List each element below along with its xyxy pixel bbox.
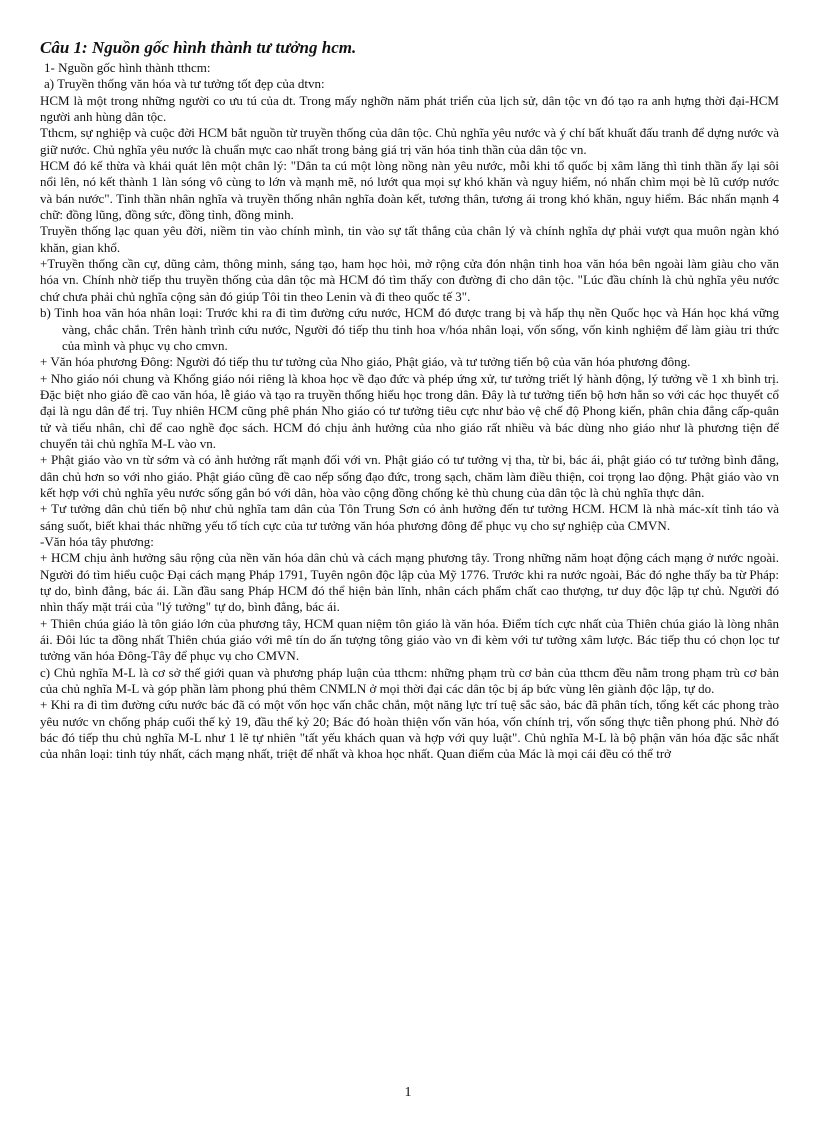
paragraph: HCM đó kế thừa và khái quát lên một chân lý: "Dân ta cú một lòng nồng nàn yêu nước, mỗi khi tổ quốc bị xâm lăng thì tinh thần ấy lại sôi nổi lên, nó kết thành 1 làn sóng vô cùng to lớn và mạnh mẽ, nó lướt qua mọi sự khó khăn và nguy hiểm, nó nhấn chìm mọi bè lũ cướp nước và bán nước". Tinh thần nhân nghĩa và truyền thống nhân nghĩa đoàn kết, tương thân, tương ái trong khó khăn, nguy hiểm. Bác nhấn mạnh 4 chữ: đồng lũng, đồng sức, đồng tỉnh, đồng minh.	[40, 158, 779, 223]
subsection-c: c) Chủ nghĩa M-L là cơ sở thế giới quan và phương pháp luận của tthcm: những phạm trù cơ bản của tthcm đều nằm trong phạm trù cơ bản của chủ nghĩa M-L và góp phần làm phong phú thêm CNMLN ở mọi thời đại các dân tộc bị áp bức vùng lên giành độc lập, tự do.	[40, 664, 779, 697]
paragraph: +Truyền thống cần cự, dũng cảm, thông minh, sáng tạo, ham học hỏi, mở rộng cửa đón nhận tinh hoa văn hóa bên ngoài làm giàu cho văn hóa vn. Chính nhờ tiếp thu truyền thống của dân tộc mà HCM đó tìm thấy con đường đi cho dân tộc. "Lúc đầu chính là chủ nghĩa yêu nước chứ chưa phải chủ nghĩa cộng sản đó giúp Tôi tin theo Lenin và đi theo quốc tế 3".	[40, 256, 779, 304]
paragraph: + Nho giáo nói chung và Khổng giáo nói riêng là khoa học về đạo đức và phép ứng xử, tư tưởng triết lý hành động, lý tưởng về 1 xh bình trị. Đặc biệt nho giáo đề cao văn hóa, lễ giáo và tạo ra truyền thống hiếu học trong dân. Đây là tư tưởng tiến bộ hơn hẳn so với các học thuyết cổ đại là ngu dân để trị. Tuy nhiên HCM cũng phê phán Nho giáo có tư tưởng tiêu cực như bảo vệ chế độ Phong kiến, phân chia đẳng cấp-quân tử và tiểu nhân, chỉ để cao nghề đọc sách. HCM đó chịu ảnh hưởng của nho giáo rất nhiều và bác dùng nho giáo như là phương tiện để chuyển tải chủ nghĩa M-L vào vn.	[40, 370, 779, 451]
paragraph: Truyền thống lạc quan yêu đời, niềm tin vào chính mình, tin vào sự tất thắng của chân lý và chính nghĩa dự phải vượt qua muôn ngàn khó khăn, gian khổ.	[40, 223, 779, 255]
page-number: 1	[404, 1085, 412, 1100]
subsection-b: b) Tinh hoa văn hóa nhân loại: Trước khi ra đi tìm đường cứu nước, HCM đó được trang bị và hấp thụ nền Quốc học và Hán học khá vững vàng, chắc chắn. Trên hành trình cứu nước, Người đó tiếp thu tinh hoa v/hóa nhân loại, vốn sống, vốn kinh nghiệm để làm giàu tri thức của mình và phục vụ cho cmvn.	[40, 305, 779, 353]
paragraph: + Thiên chúa giáo là tôn giáo lớn của phương tây, HCM quan niệm tôn giáo là văn hóa. Điểm tích cực nhất của Thiên chúa giáo là lòng nhân ái. Đôi lúc ta đồng nhất Thiên chúa giáo với mê tín do ấn tượng tông giáo vào vn đi kèm với tư tưởng xâm lược. Bác tiếp thu có chọn lọc tư tưởng văn hóa Đông-Tây để phục vụ cho CMVN.	[40, 615, 779, 664]
page-title: Câu 1: Nguồn gốc hình thành tư tưởng hcm.	[40, 38, 357, 57]
document-page	[40, 38, 779, 763]
paragraph: + Phật giáo vào vn từ sớm và có ảnh hưởng rất mạnh đối với vn. Phật giáo có tư tưởng vị tha, từ bi, bác ái, phật giáo có tư tưởng bình đẳng, dân chủ hơn so với nho giáo. Phật giáo cũng đề cao nếp sống đạo đức, trong sạch, chăm làm điều thiện, coi trọng lao động. Phật giáo vào vn kết hợp với chủ nghĩa yêu nước sống gắn bó với dân, hòa vào cộng đồng chống kẻ thù chung của dân tộc là chủ nghĩa thực dân.	[40, 452, 779, 500]
paragraph: Tthcm, sự nghiệp và cuộc đời HCM bắt nguồn từ truyền thống của dân tộc. Chủ nghĩa yêu nước và ý chí bất khuất đấu tranh để dựng nước và giữ nước. Chủ nghĩa yêu nước là chuẩn mực cao nhất trong bảng giá trị văn hóa tinh thần của dân tộc vn.	[40, 125, 779, 157]
paragraph: + Khi ra đi tìm đường cứu nước bác đã có một vốn học vấn chắc chắn, một năng lực trí tuệ sắc sảo, bác đã phân tích, tổng kết các phong trào yêu nước vn chống pháp cuối thế kỷ 19, đầu thế kỷ 20; Bác đó hoàn thiện vốn văn hóa, vốn chính trị, vốn sống thực tiễn phong phú. Nhờ đó bác đó tiếp thu chủ nghĩa M-L như 1 lẽ tự nhiên "tất yếu khách quan và hợp với quy luật". Chủ nghĩa M-L là bộ phận văn hóa đặc sắc nhất của nhân loại: tinh túy nhất, cách mạng nhất, triệt để nhất và khoa học nhất. Quan điểm của Mác là mọi cái đều có thể trở	[40, 697, 779, 762]
subheading-western-culture: -Văn hóa tây phương:	[40, 533, 154, 549]
section-heading-1: 1- Nguồn gốc hình thành tthcm:	[44, 60, 211, 75]
paragraph: HCM là một trong những người co ưu tú của dt. Trong mấy nghỡn năm phát triển của lịch sử, dân tộc vn đó tạo ra anh hựng thời đại-HCM người anh hùng dân tộc.	[40, 92, 779, 125]
subsection-heading-a: a) Truyền thống văn hóa và tư tưởng tốt đẹp của dtvn:	[44, 76, 325, 92]
paragraph: + Văn hóa phương Đông: Người đó tiếp thu tư tưởng của Nho giáo, Phật giáo, và tư tưởng tiến bộ của văn hóa phương đông.	[40, 354, 691, 370]
paragraph: + Tư tưởng dân chủ tiến bộ như chủ nghĩa tam dân của Tôn Trung Sơn có ảnh hưởng đến tư tưởng HCM. HCM là nhà mác-xít tỉnh táo và sáng suốt, biết khai thác những yếu tố tích cực của tư tưởng văn hóa phương đông để phục vụ cho sự nghiệp của CMVN.	[40, 501, 779, 533]
paragraph: + HCM chịu ảnh hưởng sâu rộng của nền văn hóa dân chủ và cách mạng phương tây. Trong những năm hoạt động cách mạng ở nước ngoài. Người đó tìm hiểu cuộc Đại cách mạng Pháp 1791, Tuyên ngôn độc lập của Mỹ 1776. Trước khi ra nước ngoài, Bác đó nghe thấy ba từ Pháp: tự do, bình đẳng, bác ái. Lần đầu sang Pháp HCM đó thể hiện bản lĩnh, nhân cách phẩm chất cao thượng, tư duy độc lập tự chủ. Người đó nhìn thấy mặt trái của "lý tưởng" tự do, bình đẳng, bác ái.	[40, 550, 779, 615]
